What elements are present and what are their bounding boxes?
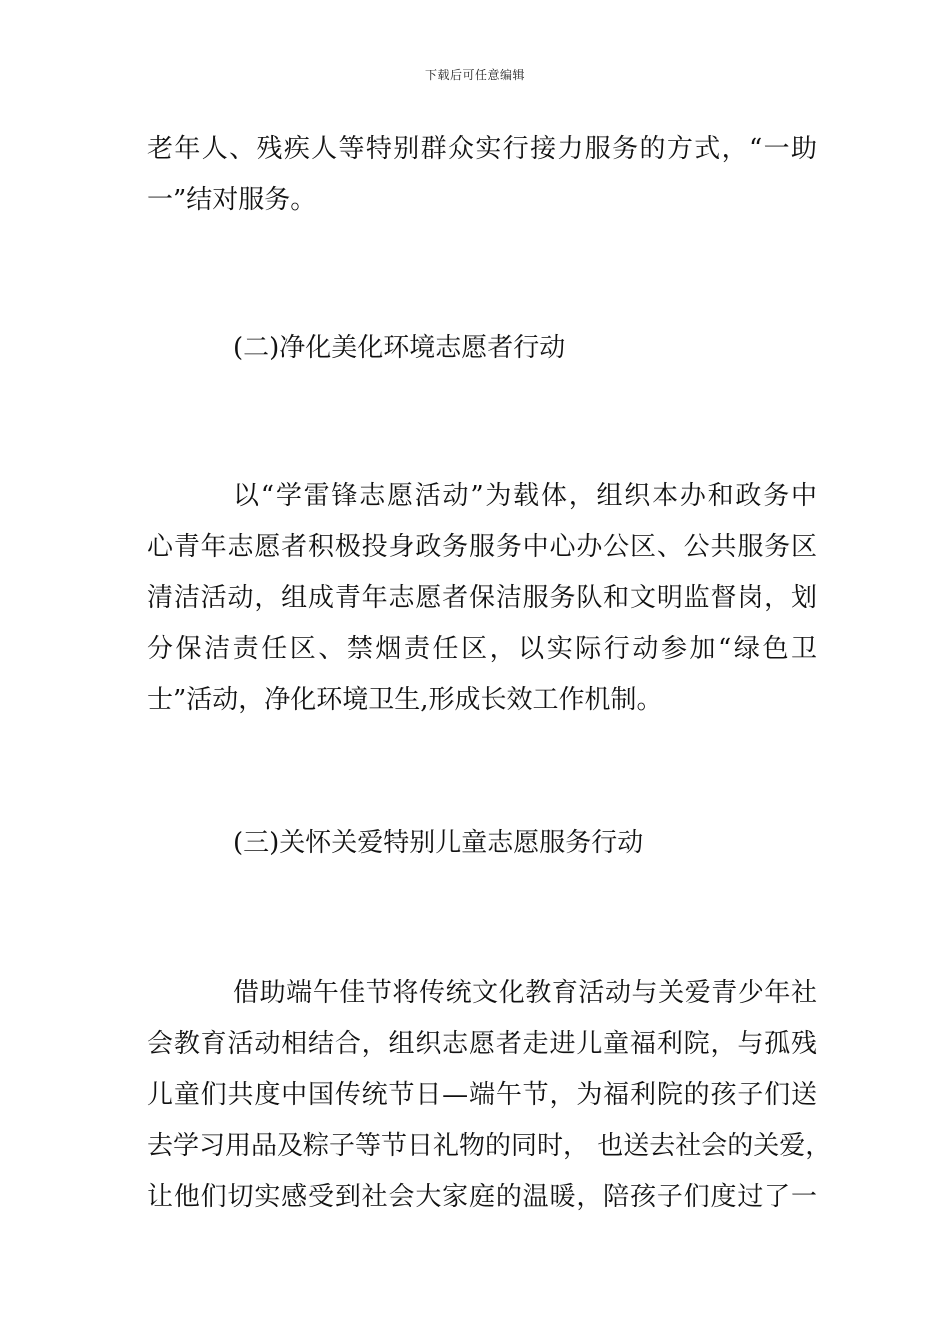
paragraph-line: 一”结对服务。 — [147, 185, 317, 215]
paragraph-line: 清洁活动，组成青年志愿者保洁服务队和文明监督岗，划 — [147, 583, 817, 613]
section-heading-3: (三)关怀关爱特别儿童志愿服务行动 — [233, 828, 644, 858]
paragraph-line: 去学习用品及粽子等节日礼物的同时， 也送去社会的关爱， — [147, 1131, 832, 1161]
paragraph-line: 会教育活动相结合，组织志愿者走进儿童福利院，与孤残 — [147, 1029, 817, 1059]
paragraph-2 — [147, 471, 817, 726]
page-header: 下载后可任意编辑 — [424, 68, 525, 82]
paragraph-line: 借助端午佳节将传统文化教育活动与关爱青少年社 — [233, 978, 817, 1008]
paragraph-line: 以“学雷锋志愿活动”为载体，组织本办和政务中 — [233, 481, 817, 511]
paragraph-line: 心青年志愿者积极投身政务服务中心办公区、公共服务区 — [147, 532, 817, 562]
paragraph-line: 士”活动，净化环境卫生,形成长效工作机制。 — [147, 685, 663, 715]
paragraph-line: 儿童们共度中国传统节日—端午节，为福利院的孩子们送 — [147, 1080, 817, 1110]
paragraph-line: 让他们切实感受到社会大家庭的温暖，陪孩子们度过了一 — [147, 1182, 817, 1212]
paragraph-3 — [147, 968, 832, 1223]
paragraph-1 — [147, 124, 817, 226]
paragraph-line: 分保洁责任区、禁烟责任区，以实际行动参加“绿色卫 — [147, 634, 817, 664]
section-heading-2: (二)净化美化环境志愿者行动 — [233, 333, 566, 363]
paragraph-line: 老年人、残疾人等特别群众实行接力服务的方式，“一助 — [147, 134, 817, 164]
